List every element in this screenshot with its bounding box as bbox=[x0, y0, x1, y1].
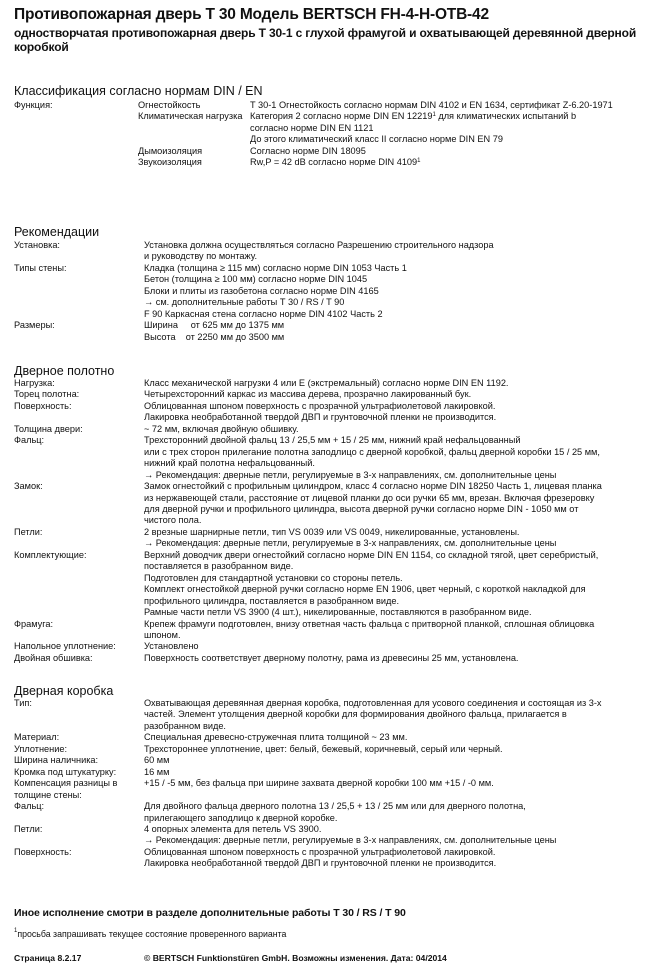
table-row bbox=[14, 378, 644, 389]
value-line: Rw,P = 42 dB согласно норме DIN 4109$^1$ bbox=[250, 157, 421, 168]
table-row bbox=[14, 527, 644, 550]
value-line: Бетон (толщина ≥ 100 мм) согласно норме DIN 1045 bbox=[144, 274, 368, 285]
row-value bbox=[250, 157, 644, 168]
value-line: Подготовлен для стандартной установки со стороны петель. bbox=[144, 572, 403, 583]
value-line: T 30-1 Огнестойкость согласно нормам DIN 4102 и EN 1634, сертификат Z-6.20-1971 bbox=[250, 100, 613, 110]
table-row bbox=[14, 424, 644, 435]
page-footer bbox=[14, 953, 447, 963]
value-line: Установка должна осуществляться согласно Разрешению строительного надзора bbox=[144, 240, 494, 250]
value-line: Трехсторонний двойной фальц 13 / 25,5 мм + 15 / 25 мм, нижний край нефальцованный bbox=[144, 435, 521, 446]
table-row bbox=[14, 401, 644, 424]
value-line: Рамные части петли VS 3900 (4 шт.), никелированные, поставляются в разобранном виде. bbox=[144, 607, 532, 618]
classification-row bbox=[14, 100, 644, 111]
door-leaf-table bbox=[14, 378, 644, 664]
row-value bbox=[144, 550, 644, 619]
row-sublabel: Дымоизоляция bbox=[138, 145, 203, 156]
row-value bbox=[144, 424, 644, 435]
row-value bbox=[144, 435, 644, 481]
row-label: Замок: bbox=[14, 481, 43, 492]
value-line: 2 врезные шарнирные петли, тип VS 0039 или VS 0049, никелированные, установлены. bbox=[144, 526, 520, 537]
row-label: Типы стены: bbox=[14, 262, 67, 273]
row-sublabel: Огнестойкость bbox=[138, 100, 201, 110]
value-line: Специальная древесно-стружечная плита толщиной ~ 23 мм. bbox=[144, 732, 408, 743]
table-row bbox=[14, 389, 644, 400]
row-label: Торец полотна: bbox=[14, 389, 80, 400]
value-line: нижний край полотна нефальцованный. bbox=[144, 458, 315, 469]
value-line: Высота от 2250 мм до 3500 мм bbox=[144, 331, 285, 342]
section-heading-door-frame: Дверная коробка bbox=[14, 684, 114, 698]
row-value bbox=[144, 641, 644, 652]
table-row bbox=[14, 744, 644, 755]
row-label: Толщина двери: bbox=[14, 423, 83, 434]
row-label: Материал: bbox=[14, 732, 60, 743]
table-row bbox=[14, 698, 644, 732]
value-line: Лакировка необработанной твердой ДВП и грунтовочной пленки не производится. bbox=[144, 858, 497, 869]
recommendations-table bbox=[14, 240, 644, 343]
row-value bbox=[144, 320, 644, 343]
section-heading-classification: Классификация согласно нормам DIN / EN bbox=[14, 84, 263, 98]
row-value bbox=[144, 824, 644, 847]
row-label: Нагрузка: bbox=[14, 378, 55, 388]
value-line: шпоном. bbox=[144, 629, 181, 640]
row-value bbox=[144, 619, 644, 642]
table-row bbox=[14, 619, 644, 642]
value-line bbox=[144, 790, 644, 801]
classification-row bbox=[14, 146, 644, 157]
value-line: F 90 Каркасная стена согласно норме DIN 4102 Часть 2 bbox=[144, 308, 383, 319]
row-label: Петли: bbox=[14, 526, 43, 537]
value-line: Кладка (толщина ≥ 115 мм) согласно норме DIN 1053 Часть 1 bbox=[144, 262, 407, 273]
row-value bbox=[144, 240, 644, 263]
row-label: Компенсация разницы в толщине стены: bbox=[14, 778, 118, 800]
footnote: $^1$просьба запрашивать текущее состояние проверенного варианта bbox=[14, 928, 287, 939]
row-value bbox=[144, 527, 644, 550]
row-value bbox=[144, 847, 644, 870]
row-value bbox=[144, 698, 644, 732]
classification-table bbox=[14, 100, 644, 169]
value-line: → Рекомендация: дверные петли, регулируемые в 3-х направлениях, см. дополнительные цены bbox=[144, 835, 557, 846]
table-row bbox=[14, 263, 644, 320]
row-value bbox=[144, 732, 644, 743]
row-value bbox=[144, 801, 644, 824]
row-label: Фрамуга: bbox=[14, 618, 54, 629]
row-sublabel: Климатическая нагрузка bbox=[138, 111, 243, 122]
row-value bbox=[144, 378, 644, 389]
value-line: Замок огнестойкий с профильным цилиндром, класс 4 согласно норме DIN 18250 Часть 1, лицевая планка bbox=[144, 481, 602, 492]
row-value bbox=[144, 401, 644, 424]
row-sublabel: Звукоизоляция bbox=[138, 157, 202, 168]
copyright: © BERTSCH Funktionstüren GmbH. Возможны изменения. Дата: 04/2014 bbox=[144, 953, 447, 963]
page-subtitle: одностворчатая противопожарная дверь Т 30-1 с глухой фрамугой и охватывающей деревянной дверной коробкой bbox=[14, 26, 637, 54]
row-label: Поверхность: bbox=[14, 400, 72, 411]
table-row bbox=[14, 641, 644, 652]
value-line: → см. дополнительные работы Т 30 / RS / T 90 bbox=[144, 297, 345, 308]
value-line: 60 мм bbox=[144, 755, 170, 766]
value-line: Верхний доводчик двери огнестойкий согласно норме DIN EN 1154, со складной тягой, цвет серебристый, bbox=[144, 549, 599, 560]
table-row bbox=[14, 320, 644, 343]
page-number: Страница 8.2.17 bbox=[14, 953, 82, 963]
row-label: Уплотнение: bbox=[14, 743, 68, 754]
alternative-version-note: Иное исполнение смотри в разделе дополнительные работы Т 30 / RS / T 90 bbox=[14, 907, 406, 919]
value-line: ~ 72 мм, включая двойную обшивку. bbox=[144, 423, 299, 434]
value-line: Четырехсторонний каркас из массива дерева, прозрачно лакированный бук. bbox=[144, 389, 472, 400]
value-line: прилегающего заподлицо к дверной коробке. bbox=[144, 812, 338, 823]
value-line: профильного цилиндра, поставляется в разобранном виде. bbox=[144, 595, 400, 606]
row-value bbox=[250, 146, 644, 157]
value-line: Блоки и плиты из газобетона согласно норме DIN 4165 bbox=[144, 285, 379, 296]
value-line: Согласно норме DIN 18095 bbox=[250, 145, 366, 156]
value-line: частей. Элемент утолщения дверной коробки для формирования двойного фальца, прилагается в bbox=[144, 709, 567, 720]
value-line: или с трех сторон прилегание полотна заподлицо с дверной коробкой, фальц дверной коробки 15 / 25 мм, bbox=[144, 446, 600, 457]
row-label: Двойная обшивка: bbox=[14, 652, 93, 663]
row-value bbox=[144, 389, 644, 400]
value-line: Установлено bbox=[144, 641, 199, 652]
row-value bbox=[144, 481, 644, 527]
value-line: из нержавеющей стали, расстояние от лицевой планки до оси ручки 65 мм, врезан. Включая фрезеровку bbox=[144, 492, 595, 503]
value-line: 4 опорных элемента для петель VS 3900. bbox=[144, 823, 322, 834]
value-line: Крепеж фрамуги подготовлен, внизу ответная часть фальца с притворной планкой, сплошная облицовка bbox=[144, 618, 595, 629]
row-value bbox=[250, 100, 644, 111]
row-value bbox=[144, 755, 644, 766]
value-line: Комплект огнестойкой дверной ручки согласно норме EN 1906, цвет черный, с короткой накладкой для bbox=[144, 584, 586, 595]
row-value bbox=[250, 111, 644, 145]
value-line: Трехстороннее уплотнение, цвет: белый, бежевый, коричневый, серый или черный. bbox=[144, 743, 503, 754]
row-label: Размеры: bbox=[14, 320, 55, 331]
classification-row bbox=[14, 111, 644, 145]
value-line: +15 / -5 мм, без фальца при ширине захвата дверной коробки 100 мм +15 / -0 мм. bbox=[144, 778, 494, 789]
value-line: разобранном виде. bbox=[144, 720, 226, 731]
row-label: Кромка под штукатурку: bbox=[14, 766, 117, 777]
value-line: для дверной ручки и профильного цилиндра, высота дверной ручки согласно норме DIN - 1050 мм от bbox=[144, 503, 579, 514]
page-title: Противопожарная дверь Т 30 Модель BERTSCH FH-4-H-OTB-42 bbox=[14, 6, 489, 23]
value-line: → Рекомендация: дверные петли, регулируемые в 3-х направлениях, см. дополнительные цены bbox=[144, 538, 557, 549]
value-line: Лакировка необработанной твердой ДВП и грунтовочной пленки не производится. bbox=[144, 412, 497, 423]
value-line: Облицованная шпоном поверхность с прозрачной ультрафиолетовой лакировкой. bbox=[144, 846, 496, 857]
table-row bbox=[14, 653, 644, 664]
table-row bbox=[14, 732, 644, 743]
row-label: Фальц: bbox=[14, 435, 45, 446]
value-line: До этого климатический класс II согласно норме DIN EN 79 bbox=[250, 134, 503, 145]
row-label: Фальц: bbox=[14, 801, 45, 812]
row-label: Поверхность: bbox=[14, 846, 72, 857]
table-row bbox=[14, 240, 644, 263]
row-label: Петли: bbox=[14, 823, 43, 834]
value-line: чистого пола. bbox=[144, 515, 202, 526]
table-row bbox=[14, 778, 644, 801]
value-line: Охватывающая деревянная дверная коробка, подготовленная для усового соединения и состоящая из 3-х bbox=[144, 698, 602, 708]
table-row bbox=[14, 435, 644, 481]
section-heading-recommendations: Рекомендации bbox=[14, 225, 100, 239]
value-line: 16 мм bbox=[144, 766, 170, 777]
table-row bbox=[14, 481, 644, 527]
value-line: согласно норме DIN EN 1121 bbox=[250, 122, 374, 133]
value-line: и руководству по монтажу. bbox=[144, 251, 258, 262]
value-line: Класс механической нагрузки 4 или E (экстремальный) согласно норме DIN EN 1192. bbox=[144, 378, 509, 388]
row-label: Напольное уплотнение: bbox=[14, 641, 116, 652]
row-label: Ширина наличника: bbox=[14, 755, 99, 766]
value-line: Для двойного фальца дверного полотна 13 / 25,5 + 13 / 25 мм или для дверного полотна, bbox=[144, 801, 526, 812]
row-value bbox=[144, 767, 644, 778]
row-value bbox=[144, 744, 644, 755]
table-row bbox=[14, 767, 644, 778]
row-label: Тип: bbox=[14, 698, 32, 708]
row-label: Комплектующие: bbox=[14, 549, 87, 560]
value-line: Ширина от 625 мм до 1375 мм bbox=[144, 320, 285, 331]
row-value bbox=[144, 778, 644, 801]
value-line: Поверхность соответствует дверному полотну, рама из древесины 25 мм, установлена. bbox=[144, 652, 519, 663]
door-frame-table bbox=[14, 698, 644, 870]
table-row bbox=[14, 801, 644, 824]
table-row bbox=[14, 550, 644, 619]
value-line: Категория 2 согласно норме DIN EN 12219$^1$ для климатических испытаний b bbox=[250, 111, 577, 122]
value-line: Облицованная шпоном поверхность с прозрачной ультрафиолетовой лакировкой. bbox=[144, 400, 496, 411]
row-value bbox=[144, 263, 644, 320]
row-value bbox=[144, 653, 644, 664]
table-row bbox=[14, 847, 644, 870]
value-line: → Рекомендация: дверные петли, регулируемые в 3-х направлениях, см. дополнительные цены bbox=[144, 469, 557, 480]
value-line: поставляется в разобранном виде. bbox=[144, 561, 294, 572]
classification-row bbox=[14, 157, 644, 168]
section-heading-door-leaf: Дверное полотно bbox=[14, 364, 115, 378]
table-row bbox=[14, 824, 644, 847]
row-label: Установка: bbox=[14, 240, 60, 250]
table-row bbox=[14, 755, 644, 766]
row-label: Функция: bbox=[14, 100, 53, 110]
